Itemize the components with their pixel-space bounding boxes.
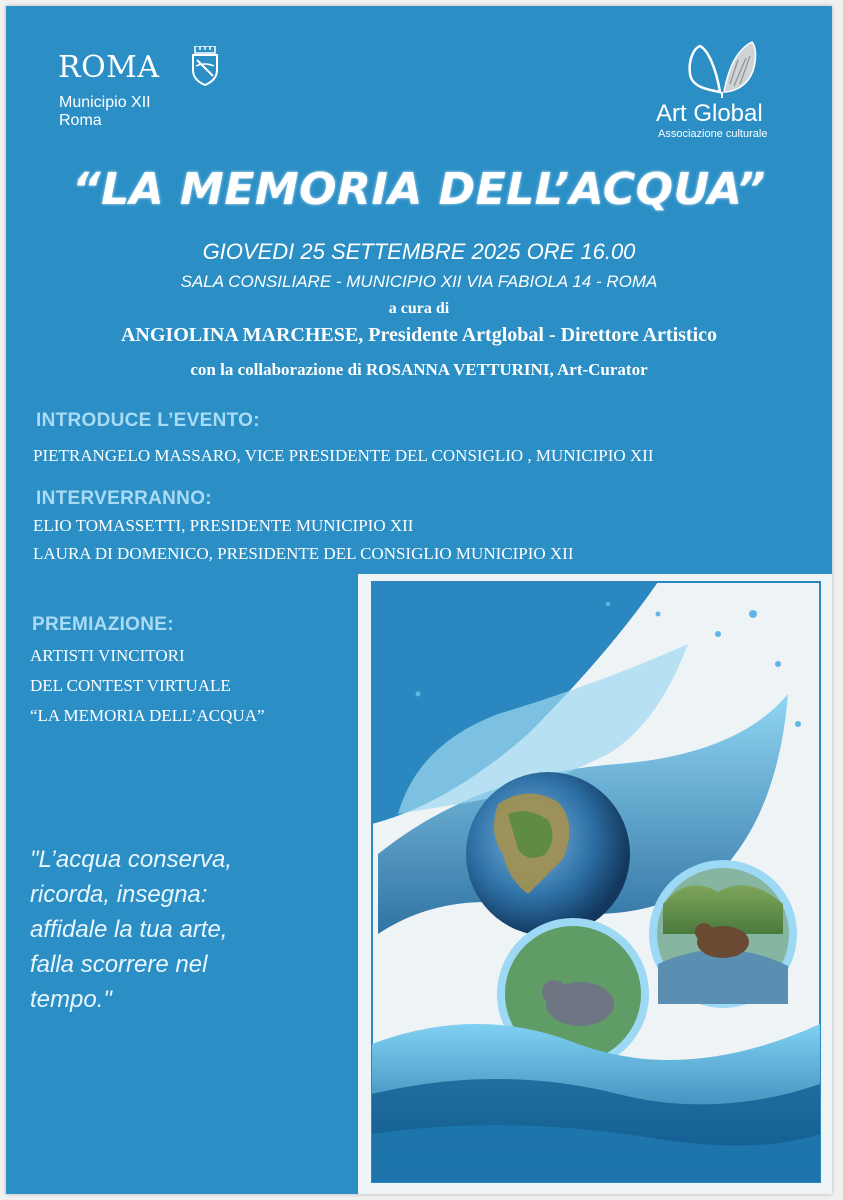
collaboration-line: con la collaborazione di ROSANNA VETTURINI, Art-Curator	[190, 360, 648, 379]
award-line: ARTISTI VINCITORI	[30, 646, 185, 665]
event-title: “LA MEMORIA DELL’ACQUA”	[72, 164, 766, 215]
speaker-line: ELIO TOMASSETTI, PRESIDENTE MUNICIPIO XII	[33, 516, 414, 535]
quote-line: tempo."	[30, 986, 112, 1013]
curator-line: ANGIOLINA MARCHESE, Presidente Artglobal - Direttore Artistico	[120, 324, 718, 346]
quote-line: affidale la tua arte,	[30, 916, 228, 943]
introduce-heading: INTRODUCE L’EVENTO:	[36, 410, 260, 431]
cura-label: a cura di	[388, 300, 450, 317]
quote-line: "L’acqua conserva,	[30, 846, 232, 873]
municipio-city-label: Roma	[59, 112, 102, 129]
artwork-image	[358, 574, 832, 1194]
event-date: GIOVEDI 25 SETTEMBRE 2025 ORE 16.00	[202, 239, 636, 264]
award-line: “LA MEMORIA DELL’ACQUA”	[30, 706, 265, 725]
art-global-subtitle: Associazione culturale	[658, 128, 768, 140]
water-globe-artwork	[358, 574, 832, 1194]
art-global-name: Art Global	[656, 100, 763, 127]
quote-line: falla scorrere nel	[30, 951, 208, 978]
event-venue: SALA CONSILIARE - MUNICIPIO XII VIA FABIOLA 14 - ROMA	[180, 272, 658, 291]
municipio-label: Municipio XII	[59, 94, 151, 111]
butterfly-logo-icon	[682, 40, 762, 100]
speaker-line: LAURA DI DOMENICO, PRESIDENTE DEL CONSIGLIO MUNICIPIO XII	[33, 544, 574, 563]
award-line: DEL CONTEST VIRTUALE	[30, 676, 231, 695]
speakers-heading: INTERVERRANNO:	[36, 488, 212, 509]
event-poster	[6, 6, 832, 1194]
quote-line: ricorda, insegna:	[30, 881, 208, 908]
roma-logo-text: ROMA	[58, 50, 160, 85]
introduce-line: PIETRANGELO MASSARO, VICE PRESIDENTE DEL CONSIGLIO , MUNICIPIO XII	[33, 446, 654, 465]
roma-crest-icon	[190, 46, 220, 86]
award-heading: PREMIAZIONE:	[32, 614, 174, 635]
